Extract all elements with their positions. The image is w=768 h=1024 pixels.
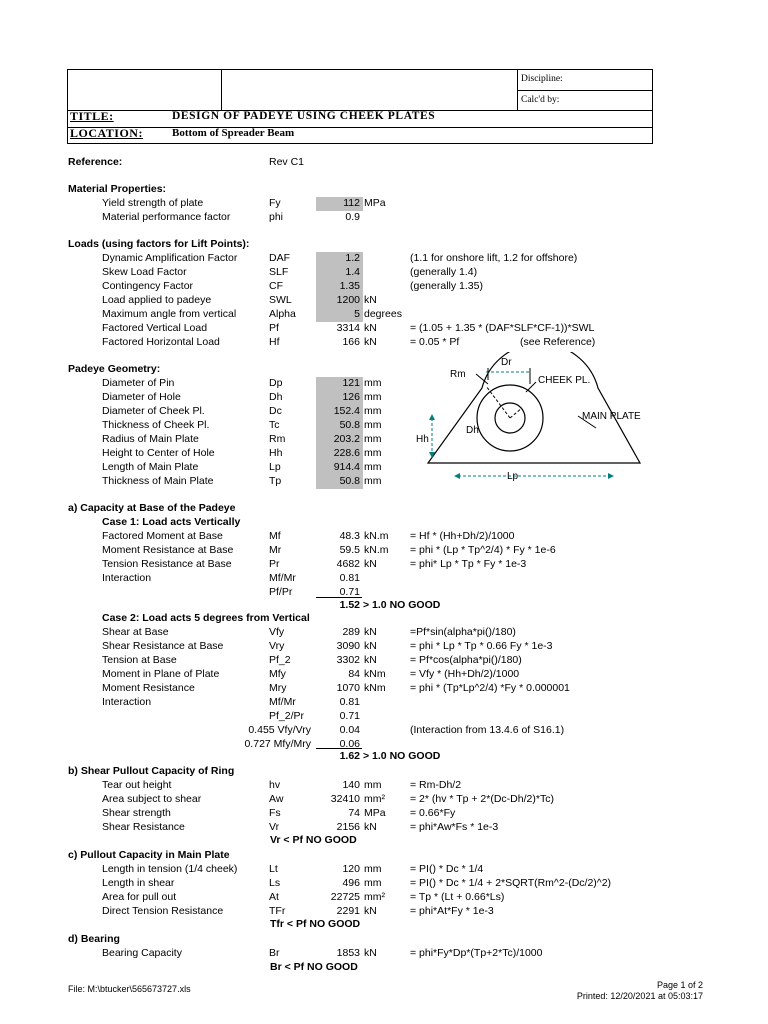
row-unit: kN.m bbox=[364, 530, 389, 542]
row-symbol: SWL bbox=[269, 294, 292, 306]
row-symbol: TFr bbox=[269, 905, 286, 917]
see-reference-note: (see Reference) bbox=[520, 336, 596, 348]
row-unit: kN bbox=[364, 947, 377, 959]
row-value: 0.81 bbox=[339, 572, 360, 584]
row-unit: mm bbox=[364, 405, 382, 417]
row-description: Moment Resistance at Base bbox=[102, 544, 234, 556]
row-description: Interaction bbox=[102, 696, 152, 708]
row-description: Moment in Plane of Plate bbox=[102, 668, 220, 680]
row-unit: mm² bbox=[364, 793, 385, 805]
row-description: Shear at Base bbox=[102, 626, 169, 638]
row-symbol: hv bbox=[269, 779, 281, 791]
row-symbol: Vr bbox=[269, 821, 280, 833]
lp-arrow bbox=[608, 473, 614, 479]
row-description: Shear Resistance at Base bbox=[102, 640, 224, 652]
row-unit: kN bbox=[364, 905, 377, 917]
section-c-result: Tfr < Pf NO GOOD bbox=[270, 918, 361, 930]
row-symbol: Mfy bbox=[269, 668, 286, 680]
row-unit: mm bbox=[364, 779, 382, 791]
lp-arrow bbox=[454, 473, 460, 479]
row-symbol: Lp bbox=[269, 461, 281, 473]
total-rule bbox=[316, 748, 362, 749]
header-divider bbox=[221, 70, 222, 110]
row-note: = Rm-Dh/2 bbox=[410, 779, 462, 791]
row-value: 2291 bbox=[336, 905, 360, 917]
row-value: 152.4 bbox=[333, 405, 360, 417]
footer-printed: Printed: 12/20/2021 at 05:03:17 bbox=[576, 991, 703, 1001]
row-symbol: At bbox=[269, 891, 279, 903]
row-symbol: Pf_2 bbox=[269, 654, 291, 666]
row-symbol: CF bbox=[269, 280, 283, 292]
row-value: 126 bbox=[342, 391, 360, 403]
row-note: = (1.05 + 1.35 * (DAF*SLF*CF-1))*SWL bbox=[410, 322, 595, 334]
row-symbol: Br bbox=[269, 947, 280, 959]
case2-total: 1.62 bbox=[339, 750, 360, 762]
row-description: Dynamic Amplification Factor bbox=[102, 252, 238, 264]
row-unit: mm bbox=[364, 447, 382, 459]
row-symbol: Mry bbox=[269, 682, 287, 694]
row-note: = phi*Aw*Fs * 1e-3 bbox=[410, 821, 499, 833]
row-description: Diameter of Cheek Pl. bbox=[102, 405, 205, 417]
row-symbol: Pf/Pr bbox=[269, 586, 293, 598]
section-c-heading: c) Pullout Capacity in Main Plate bbox=[68, 849, 230, 861]
row-description: Tension at Base bbox=[102, 654, 177, 666]
row-description: Thickness of Main Plate bbox=[102, 475, 214, 487]
location-value: Bottom of Spreader Beam bbox=[172, 127, 295, 139]
row-description: Length in tension (1/4 cheek) bbox=[102, 863, 238, 875]
header-rule bbox=[517, 90, 652, 91]
header-rule bbox=[68, 127, 652, 128]
row-symbol: Dh bbox=[269, 391, 283, 403]
row-note: (Interaction from 13.4.6 of S16.1) bbox=[410, 724, 565, 736]
row-unit: mm² bbox=[364, 891, 385, 903]
row-note: = PI() * Dc * 1/4 + 2*SQRT(Rm^2-(Dc/2)^2) bbox=[410, 877, 612, 889]
row-symbol: Ls bbox=[269, 877, 281, 889]
row-symbol: Dc bbox=[269, 405, 282, 417]
row-description: Direct Tension Resistance bbox=[102, 905, 224, 917]
row-value: 4682 bbox=[336, 558, 360, 570]
row-symbol: Pf_2/Pr bbox=[269, 710, 305, 722]
row-unit: kN bbox=[364, 294, 377, 306]
row-value: 3314 bbox=[336, 322, 360, 334]
row-note: = phi * (Lp * Tp^2/4) * Fy * 1e-6 bbox=[410, 544, 556, 556]
row-description: Shear strength bbox=[102, 807, 171, 819]
diagram-label-rm: Rm bbox=[450, 369, 466, 380]
footer-file: File: M:\btucker\565673727.xls bbox=[68, 984, 191, 994]
row-unit: mm bbox=[364, 433, 382, 445]
row-value: 0.81 bbox=[339, 696, 360, 708]
hh-arrow bbox=[429, 414, 435, 420]
row-value: 0.06 bbox=[339, 738, 360, 750]
row-note: = Hf * (Hh+Dh/2)/1000 bbox=[410, 530, 515, 542]
row-value: 32410 bbox=[330, 793, 360, 805]
total-rule bbox=[316, 597, 362, 598]
row-unit: MPa bbox=[364, 807, 386, 819]
row-value: 496 bbox=[342, 877, 360, 889]
section-d-heading: d) Bearing bbox=[68, 933, 120, 945]
row-value: 0.71 bbox=[339, 586, 360, 598]
row-note: (generally 1.4) bbox=[410, 266, 478, 278]
row-unit: kN bbox=[364, 626, 377, 638]
row-unit: kN.m bbox=[364, 544, 389, 556]
row-value: 84 bbox=[348, 668, 360, 680]
row-value: 120 bbox=[342, 863, 360, 875]
discipline-label: Discipline: bbox=[521, 74, 563, 84]
row-description: Thickness of Cheek Pl. bbox=[102, 419, 210, 431]
calcd-by-label: Calc'd by: bbox=[521, 95, 560, 105]
row-value: 203.2 bbox=[333, 433, 360, 445]
reference-value: Rev C1 bbox=[269, 156, 305, 168]
row-unit: kN bbox=[364, 640, 377, 652]
row-value: 59.5 bbox=[339, 544, 360, 556]
row-note: = phi* Lp * Tp * Fy * 1e-3 bbox=[410, 558, 527, 570]
row-description: Skew Load Factor bbox=[102, 266, 187, 278]
row-unit: mm bbox=[364, 391, 382, 403]
row-symbol: Aw bbox=[269, 793, 284, 805]
cheek-leader bbox=[526, 382, 536, 392]
case1-total: 1.52 bbox=[339, 599, 360, 611]
diagram-label-lp: Lp bbox=[507, 471, 519, 482]
row-description: Yield strength of plate bbox=[102, 197, 204, 209]
row-unit: mm bbox=[364, 863, 382, 875]
row-description: Moment Resistance bbox=[102, 682, 195, 694]
row-note: = 0.05 * Pf bbox=[410, 336, 460, 348]
row-value: 1.2 bbox=[345, 252, 360, 264]
diagram-label-dh: Dh bbox=[466, 425, 479, 436]
row-unit: mm bbox=[364, 377, 382, 389]
row-symbol: Tp bbox=[269, 475, 282, 487]
row-description: Maximum angle from vertical bbox=[102, 308, 237, 320]
row-value: 1200 bbox=[336, 294, 360, 306]
row-note: = 0.66*Fy bbox=[410, 807, 456, 819]
row-symbol: Pf bbox=[269, 322, 279, 334]
case1-result: > 1.0 NO GOOD bbox=[363, 599, 441, 611]
row-value: 3302 bbox=[336, 654, 360, 666]
row-description: Area subject to shear bbox=[102, 793, 202, 805]
footer-page: Page 1 of 2 bbox=[656, 980, 703, 990]
row-value: 50.8 bbox=[339, 475, 360, 487]
dh-dimension-line bbox=[510, 408, 522, 418]
row-symbol: phi bbox=[269, 211, 284, 223]
row-value: 0.71 bbox=[339, 710, 360, 722]
row-value: 140 bbox=[342, 779, 360, 791]
diagram-label-dr: Dr bbox=[501, 357, 512, 368]
row-symbol: Vfy bbox=[269, 626, 285, 638]
row-description: Factored Moment at Base bbox=[102, 530, 223, 542]
case1-heading: Case 1: Load acts Vertically bbox=[102, 516, 241, 528]
row-unit: kN bbox=[364, 821, 377, 833]
row-unit: MPa bbox=[364, 197, 386, 209]
material-heading: Material Properties: bbox=[68, 183, 167, 195]
row-symbol: Tc bbox=[269, 419, 280, 431]
row-note: = Tp * (Lt + 0.66*Ls) bbox=[410, 891, 505, 903]
loads-heading: Loads (using factors for Lift Points): bbox=[68, 238, 250, 250]
row-symbol: Mf/Mr bbox=[269, 572, 296, 584]
row-symbol: Hh bbox=[269, 447, 283, 459]
row-unit: kN bbox=[364, 322, 377, 334]
section-b-heading: b) Shear Pullout Capacity of Ring bbox=[68, 765, 235, 777]
row-description: Interaction bbox=[102, 572, 152, 584]
row-note: = PI() * Dc * 1/4 bbox=[410, 863, 484, 875]
title-label: TITLE: bbox=[70, 109, 114, 123]
row-symbol: Mf/Mr bbox=[269, 696, 296, 708]
row-value: 1070 bbox=[336, 682, 360, 694]
row-description: Shear Resistance bbox=[102, 821, 185, 833]
row-unit: mm bbox=[364, 461, 382, 473]
row-value: 289 bbox=[342, 626, 360, 638]
section-d-result: Br < Pf NO GOOD bbox=[270, 961, 358, 973]
row-note: = phi*At*Fy * 1e-3 bbox=[410, 905, 494, 917]
row-symbol: Mf bbox=[269, 530, 281, 542]
reference-label: Reference: bbox=[68, 156, 123, 168]
row-symbol: Vry bbox=[269, 640, 285, 652]
row-symbol: DAF bbox=[269, 252, 290, 264]
row-symbol: Alpha bbox=[269, 308, 296, 320]
row-note: = 2* (hv * Tp + 2*(Dc-Dh/2)*Tc) bbox=[410, 793, 554, 805]
diagram-label-cheek: CHEEK PL. bbox=[538, 375, 591, 386]
row-symbol: Dp bbox=[269, 377, 283, 389]
row-unit: kN bbox=[364, 654, 377, 666]
row-value: 48.3 bbox=[339, 530, 360, 542]
row-symbol: Pr bbox=[269, 558, 280, 570]
section-a-heading: a) Capacity at Base of the Padeye bbox=[68, 502, 236, 514]
case2-result: > 1.0 NO GOOD bbox=[363, 750, 441, 762]
row-description: Length in shear bbox=[102, 877, 175, 889]
row-description: Factored Vertical Load bbox=[102, 322, 208, 334]
row-unit: mm bbox=[364, 877, 382, 889]
row-value: 914.4 bbox=[333, 461, 360, 473]
row-symbol: Fy bbox=[269, 197, 281, 209]
row-symbol: Hf bbox=[269, 336, 280, 348]
row-value: 1.4 bbox=[345, 266, 360, 278]
rm-dimension-line bbox=[486, 386, 510, 418]
diagram-label-hh: Hh bbox=[416, 434, 429, 445]
row-description: Area for pull out bbox=[102, 891, 177, 903]
row-note: = phi * (Tp*Lp^2/4) *Fy * 0.000001 bbox=[410, 682, 570, 694]
diagram-label-main: MAIN PLATE bbox=[582, 411, 641, 422]
row-value: 2156 bbox=[336, 821, 360, 833]
row-value: 1.35 bbox=[339, 280, 360, 292]
row-value: 5 bbox=[354, 308, 360, 320]
row-unit: mm bbox=[364, 475, 382, 487]
row-value: 22725 bbox=[330, 891, 360, 903]
row-unit: mm bbox=[364, 419, 382, 431]
row-value: 228.6 bbox=[333, 447, 360, 459]
case2-heading: Case 2: Load acts 5 degrees from Vertical bbox=[102, 612, 310, 624]
row-note: =Pf*sin(alpha*pi()/180) bbox=[410, 626, 516, 638]
row-description: Tear out height bbox=[102, 779, 172, 791]
row-description: Bearing Capacity bbox=[102, 947, 182, 959]
row-value: 0.9 bbox=[345, 211, 360, 223]
row-symbol: 0.455 Vfy/Vry bbox=[248, 724, 311, 736]
row-unit: degrees bbox=[364, 308, 402, 320]
header-box bbox=[67, 69, 653, 144]
geometry-heading: Padeye Geometry: bbox=[68, 363, 161, 375]
row-value: 166 bbox=[342, 336, 360, 348]
row-description: Length of Main Plate bbox=[102, 461, 199, 473]
row-value: 74 bbox=[348, 807, 360, 819]
row-description: Radius of Main Plate bbox=[102, 433, 199, 445]
row-value: 0.04 bbox=[339, 724, 360, 736]
row-unit: kN bbox=[364, 558, 377, 570]
row-description: Tension Resistance at Base bbox=[102, 558, 232, 570]
row-description: Diameter of Pin bbox=[102, 377, 175, 389]
row-value: 112 bbox=[343, 197, 360, 209]
row-description: Height to Center of Hole bbox=[102, 447, 215, 459]
row-symbol: Fs bbox=[269, 807, 281, 819]
row-unit: kNm bbox=[364, 668, 386, 680]
section-b-result: Vr < Pf NO GOOD bbox=[270, 834, 357, 846]
row-value: 3090 bbox=[336, 640, 360, 652]
row-unit: kN bbox=[364, 336, 377, 348]
page-title: DESIGN OF PADEYE USING CHEEK PLATES bbox=[172, 110, 436, 122]
row-note: (generally 1.35) bbox=[410, 280, 483, 292]
row-description: Factored Horizontal Load bbox=[102, 336, 220, 348]
row-value: 50.8 bbox=[339, 419, 360, 431]
row-note: = phi * Lp * Tp * 0.66 Fy * 1e-3 bbox=[410, 640, 553, 652]
row-value: 1853 bbox=[336, 947, 360, 959]
row-symbol: SLF bbox=[269, 266, 289, 278]
row-description: Material performance factor bbox=[102, 211, 231, 223]
row-note: (1.1 for onshore lift, 1.2 for offshore) bbox=[410, 252, 578, 264]
location-label: LOCATION: bbox=[70, 126, 143, 140]
row-symbol: Rm bbox=[269, 433, 286, 445]
row-symbol: Lt bbox=[269, 863, 278, 875]
row-description: Diameter of Hole bbox=[102, 391, 181, 403]
row-note: = phi*Fy*Dp*(Tp+2*Tc)/1000 bbox=[410, 947, 543, 959]
row-note: = Vfy * (Hh+Dh/2)/1000 bbox=[410, 668, 520, 680]
row-unit: kNm bbox=[364, 682, 386, 694]
row-note: = Pf*cos(alpha*pi()/180) bbox=[410, 654, 522, 666]
row-description: Load applied to padeye bbox=[102, 294, 212, 306]
row-value: 121 bbox=[342, 377, 360, 389]
row-symbol: 0.727 Mfy/Mry bbox=[244, 738, 311, 750]
row-symbol: Mr bbox=[269, 544, 282, 556]
row-description: Contingency Factor bbox=[102, 280, 194, 292]
